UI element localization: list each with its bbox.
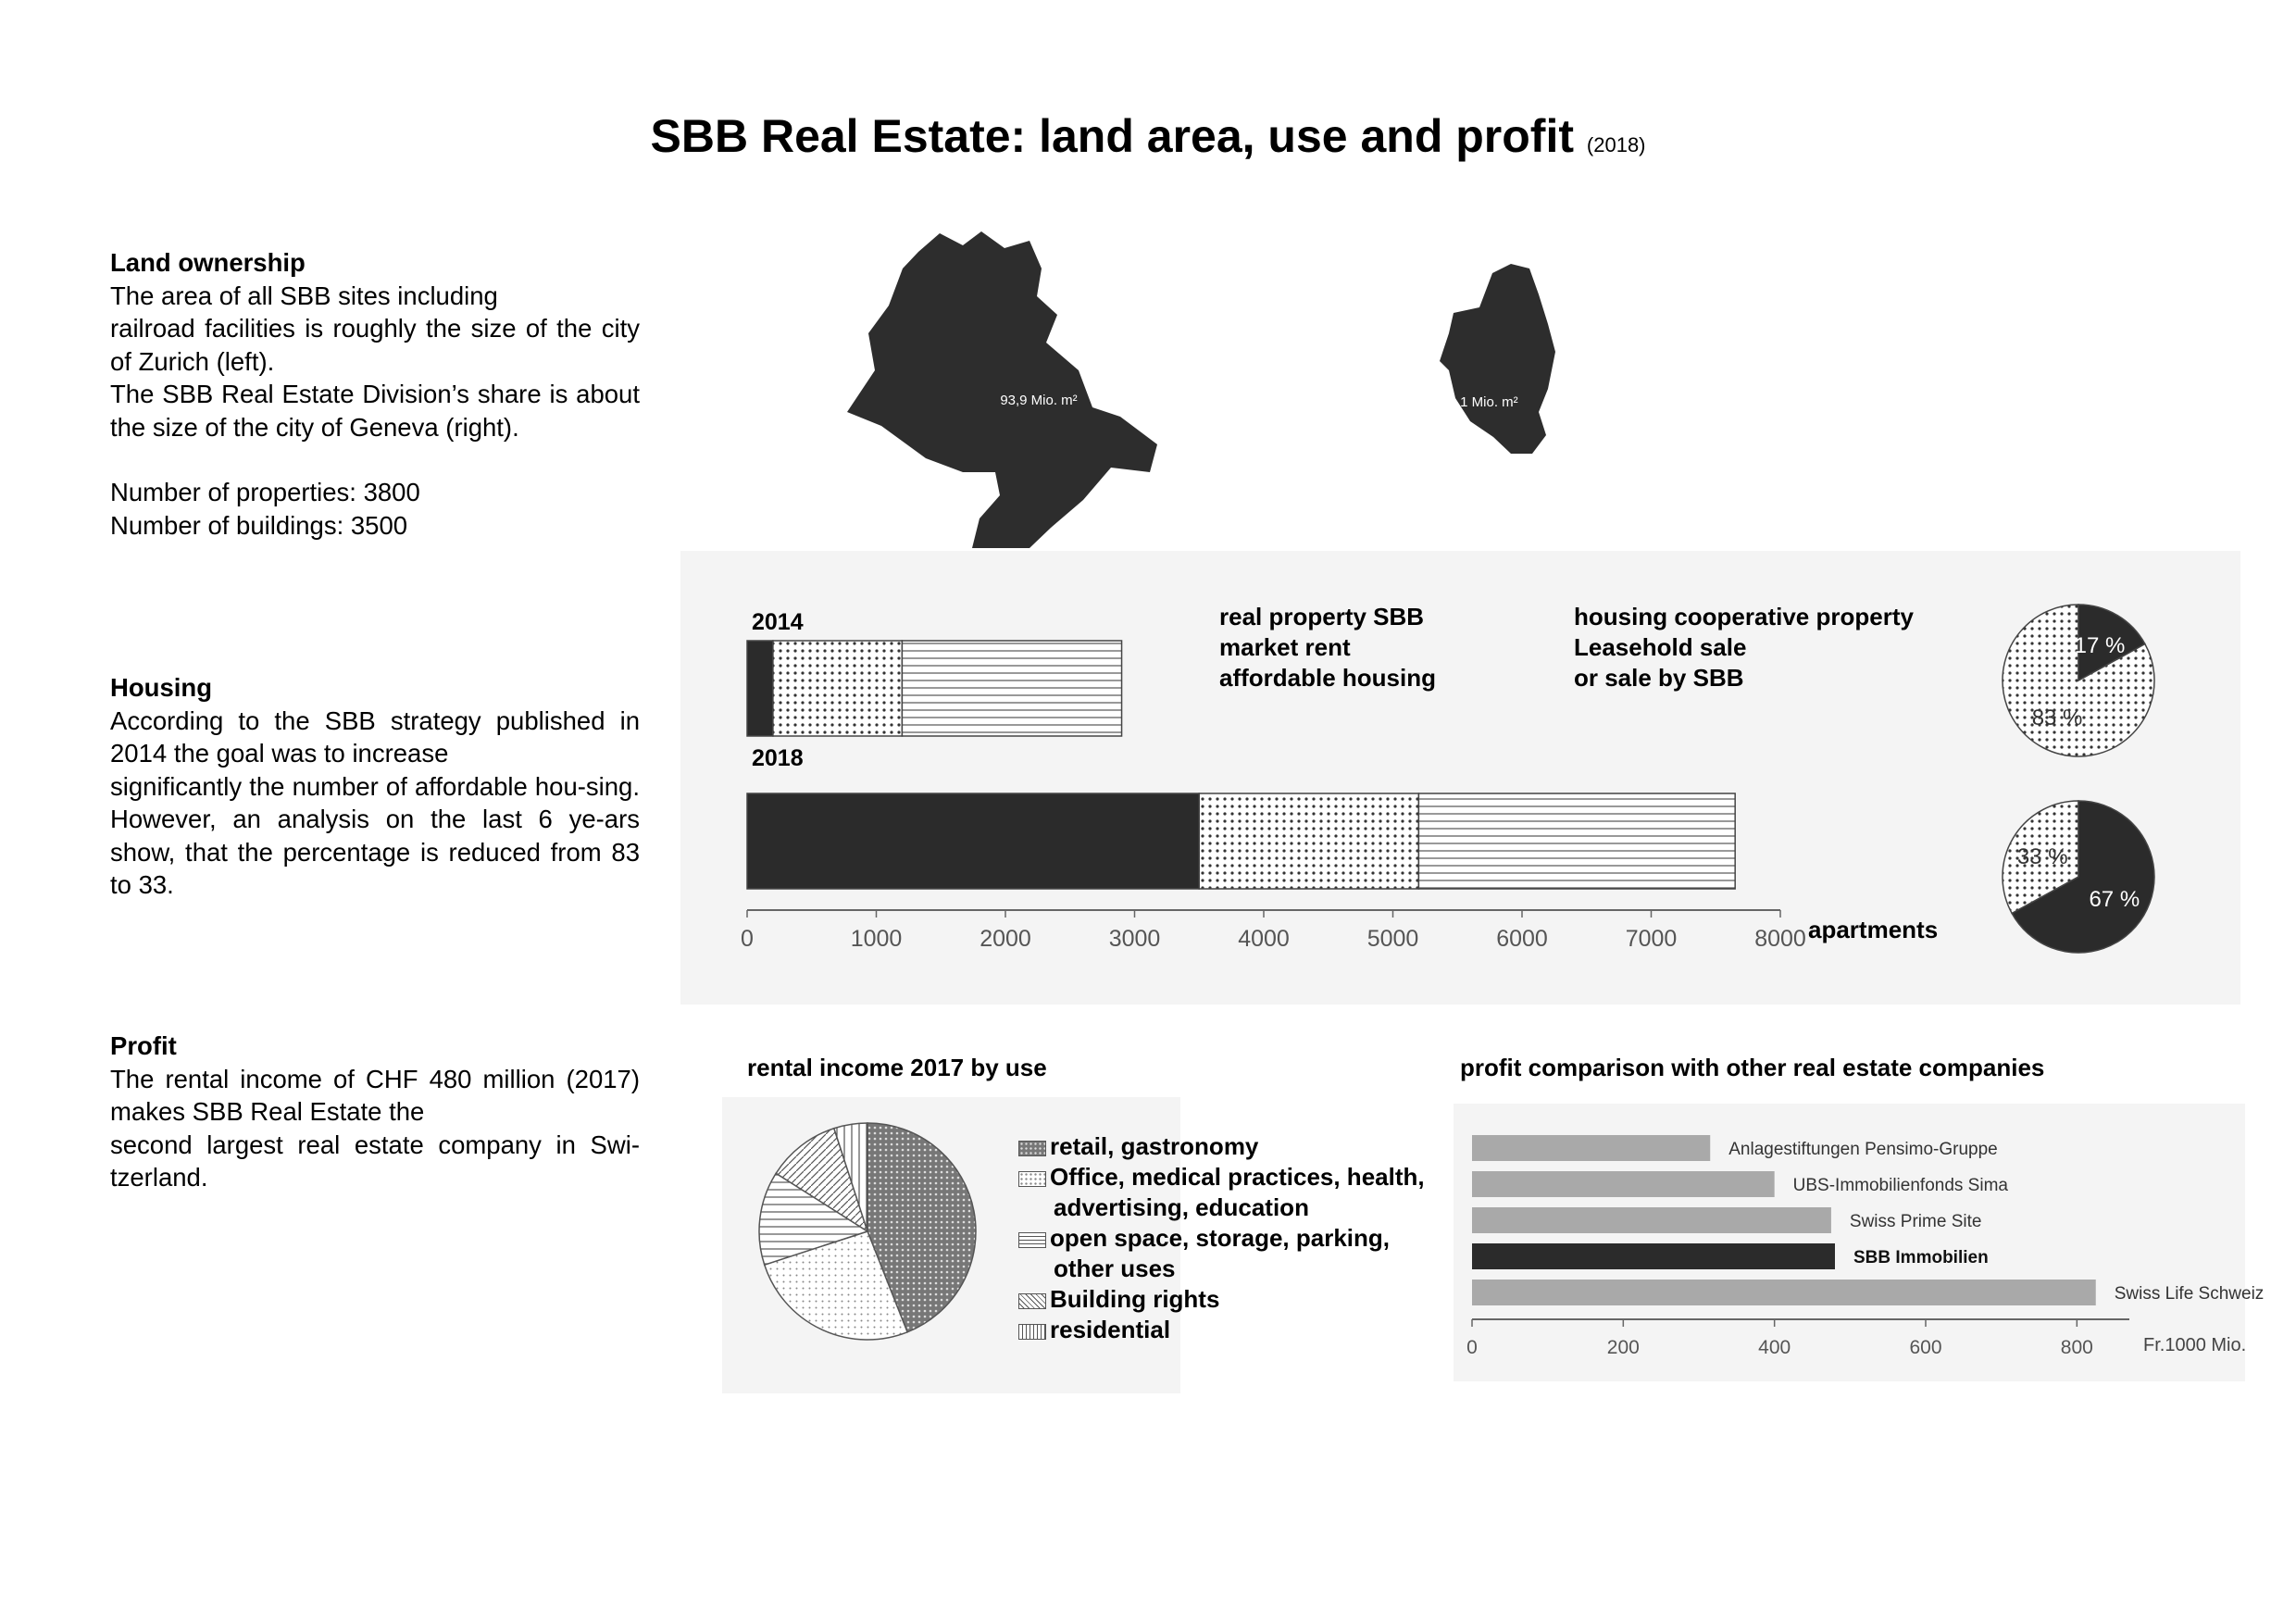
rental-legend-office	[1018, 1162, 1425, 1192]
profit-bar-sbb-immobilien	[1472, 1243, 1835, 1269]
residential-label: residential	[1050, 1316, 1171, 1343]
bar-2014-real-property-sbb	[747, 641, 773, 736]
pie-label-housing-cooperative-property: 33 %	[2016, 844, 2068, 870]
open-space-swatch	[1018, 1232, 1046, 1248]
profit-bar-ubs-immobilienfonds-sima	[1472, 1171, 1775, 1197]
housing-tick-label: 8000	[1754, 926, 1806, 952]
building-rights-swatch	[1018, 1293, 1046, 1309]
zurich-area-label: 93,9 Mio. m²	[1000, 393, 1078, 408]
profit-ticks	[1466, 1319, 2093, 1358]
rental-legend	[1018, 1131, 1425, 1345]
housing-bar-chart	[680, 551, 2240, 1005]
profit-bar-label-swiss-life-schweiz: Swiss Life Schweiz	[2114, 1284, 2265, 1304]
profit-bar-label-ubs-immobilienfonds-sima: UBS-Immobilienfonds Sima	[1792, 1176, 2008, 1195]
rental-legend-building-rights	[1018, 1284, 1425, 1315]
rental-legend-retail	[1018, 1131, 1425, 1162]
office-swatch	[1018, 1171, 1046, 1187]
city-maps	[815, 222, 1657, 548]
legend-coop-line-2: Leasehold sale	[1574, 633, 1747, 661]
profit-bar-chart	[1454, 1104, 2265, 1381]
housing-section	[110, 671, 640, 902]
housing-tick-label: 3000	[1108, 926, 1161, 952]
rental-legend-residential	[1018, 1315, 1425, 1345]
profit-bar-label-anlagestiftungen-pensimo-gruppe: Anlagestiftungen Pensimo-Gruppe	[1728, 1140, 1998, 1159]
land-line-2: railroad facilities is roughly the size of the city of Zurich (left).	[110, 314, 640, 376]
open-space-label: open space, storage, parking,	[1050, 1224, 1390, 1252]
profit-tick-label: 800	[2060, 1337, 2093, 1358]
bar-2018-market-rent	[1199, 793, 1418, 889]
housing-tick-label: 6000	[1496, 926, 1548, 952]
bar-2014-market-rent	[773, 641, 903, 736]
housing-tick-label: 2000	[980, 926, 1031, 952]
profit-bar-anlagestiftungen-pensimo-gruppe	[1472, 1135, 1710, 1161]
housing-text	[110, 705, 640, 902]
legend-sbb-line-2: market rent	[1219, 633, 1351, 661]
apartments-unit-label: apartments	[1808, 916, 1939, 943]
building-rights-label: Building rights	[1050, 1285, 1220, 1313]
profit-line-1: The rental income of CHF 480 million (2017) makes SBB Real Estate the	[110, 1064, 640, 1126]
housing-line-2: significantly the number of affordable hou-sing. However, an analysis on the last 6 ye-ars show, that the percentage is reduced from 83 to 33.	[110, 771, 640, 899]
bar-2018-affordable-housing	[1418, 793, 1735, 889]
legend-coop	[1574, 602, 1914, 693]
retail-swatch	[1018, 1141, 1046, 1156]
profit-comparison-title: profit comparison with other real estate companies	[1460, 1054, 2045, 1081]
year-label-2014: 2014	[752, 609, 804, 635]
profit-bar-swiss-life-schweiz	[1472, 1280, 2096, 1305]
profit-bars	[1472, 1135, 2264, 1305]
office-label: Office, medical practices, health,	[1050, 1163, 1425, 1191]
pie-label-housing-cooperative-property: 83 %	[2031, 705, 2083, 730]
legend-coop-line-3: or sale by SBB	[1574, 664, 1744, 692]
title-main: SBB Real Estate: land area, use and profit	[650, 110, 1574, 162]
rental-slices	[759, 1123, 976, 1340]
profit-bar-label-swiss-prime-site: Swiss Prime Site	[1849, 1212, 1982, 1231]
housing-heading: Housing	[110, 673, 212, 702]
geneva-area-label: 13,1 Mio. m²	[1441, 394, 1518, 410]
page-title	[0, 109, 2296, 163]
title-year: (2018)	[1586, 133, 1646, 156]
profit-tick-label: 600	[1909, 1337, 1942, 1358]
profit-bar-swiss-prime-site	[1472, 1207, 1831, 1233]
legend-sbb-line-1: real property SBB	[1219, 603, 1425, 630]
housing-tick-label: 0	[741, 926, 754, 952]
housing-ticks	[741, 910, 1806, 952]
profit-text	[110, 1063, 640, 1194]
land-line-3: The SBB Real Estate Division’s share is about the size of the city of Geneva (right).	[110, 380, 640, 442]
pie-label-leasehold-sale-or-sale-by-sbb: 17 %	[2074, 633, 2126, 659]
geneva-map-shape	[1440, 264, 1555, 454]
profit-bar-label-sbb-immobilien: SBB Immobilien	[1853, 1248, 1989, 1267]
profit-tick-label: 200	[1606, 1337, 1640, 1358]
profit-heading: Profit	[110, 1031, 177, 1060]
zurich-map-shape	[847, 231, 1157, 548]
land-counts	[110, 476, 640, 542]
profit-unit-label: Fr.1000 Mio.	[2143, 1335, 2247, 1355]
profit-tick-label: 400	[1758, 1337, 1791, 1358]
housing-tick-label: 4000	[1238, 926, 1290, 952]
properties-count: Number of properties: 3800	[110, 478, 420, 506]
buildings-count: Number of buildings: 3500	[110, 510, 408, 540]
housing-tick-label: 1000	[850, 926, 903, 952]
rental-income-title: rental income 2017 by use	[747, 1054, 1047, 1081]
legend-coop-line-1: housing cooperative property	[1574, 603, 1914, 630]
land-ownership-section	[110, 246, 640, 542]
profit-line-2: second largest real estate company in Swi-tzerland.	[110, 1130, 640, 1192]
bar-2014-affordable-housing	[902, 641, 1121, 736]
rental-legend-office-cont: advertising, education	[1054, 1193, 1309, 1221]
housing-tick-label: 7000	[1625, 926, 1678, 952]
land-ownership-text	[110, 280, 640, 444]
land-ownership-heading: Land ownership	[110, 248, 306, 277]
legend-sbb-line-3: affordable housing	[1219, 664, 1436, 692]
pie-2014	[2003, 605, 2154, 756]
pie-label-leasehold-sale-or-sale-by-sbb: 67 %	[2089, 886, 2140, 912]
housing-tick-label: 5000	[1366, 926, 1419, 952]
profit-tick-label: 0	[1466, 1337, 1478, 1358]
housing-line-1: According to the SBB strategy published in 2014 the goal was to increase	[110, 705, 640, 768]
rental-legend-open-space	[1018, 1223, 1425, 1254]
land-line-1: The area of all SBB sites including	[110, 281, 498, 310]
profit-section	[110, 1030, 640, 1194]
retail-label: retail, gastronomy	[1050, 1132, 1259, 1160]
year-label-2018: 2018	[752, 745, 804, 771]
legend-sbb	[1219, 602, 1436, 693]
residential-swatch	[1018, 1324, 1046, 1340]
bar-2018-real-property-sbb	[747, 793, 1199, 889]
pie-2018	[2003, 801, 2154, 953]
rental-legend-open-space-cont: other uses	[1054, 1255, 1176, 1282]
